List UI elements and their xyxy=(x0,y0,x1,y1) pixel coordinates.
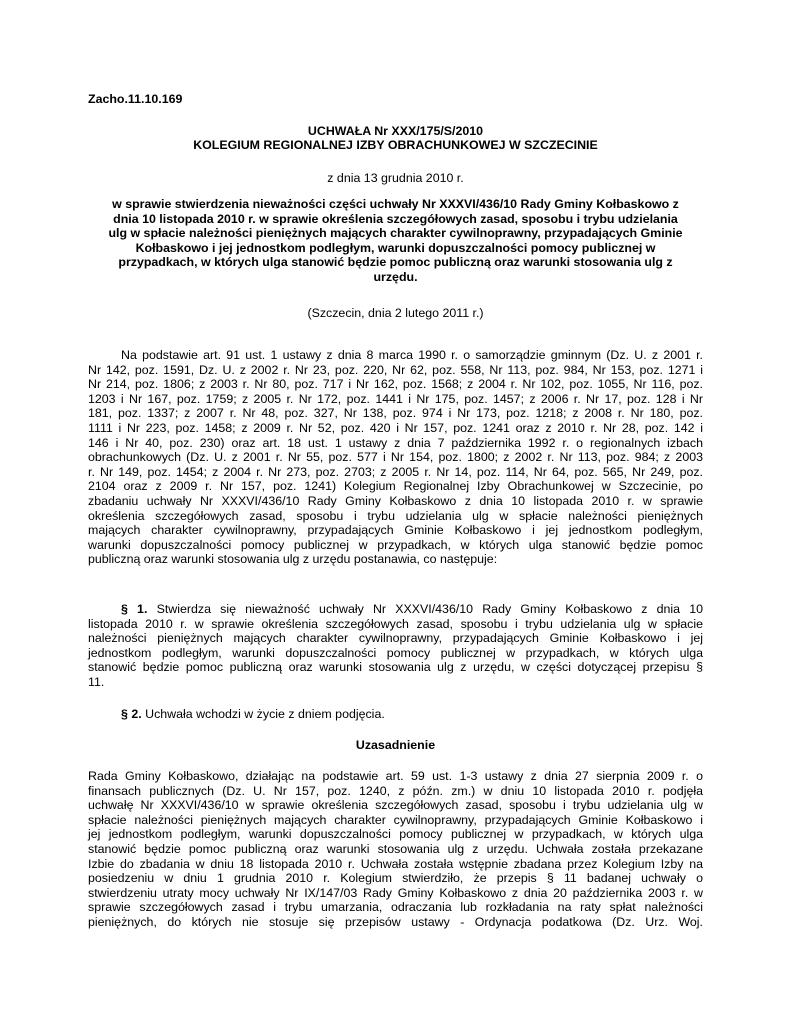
paragraph-line: zbadaniu uchwały Nr XXXVI/436/10 Rady Gminy Kołbaskowo z dnia 10 listopada 2010 r. w sprawie xyxy=(88,493,703,508)
paragraph-line: 181, poz. 1337; z 2007 r. Nr 48, poz. 327, Nr 138, poz. 974 i Nr 173, poz. 1218; z 2008 r. Nr 180, poz. xyxy=(88,406,703,421)
paragraph-line: 1111 i Nr 223, poz. 1458; z 2009 r. Nr 52, poz. 420 i Nr 157, poz. 1241 oraz z 2010 r. Nr 28, poz. 142 i xyxy=(88,420,703,435)
paragraph-line: stanowić będzie pomoc publiczną oraz warunki stosowania ulg z urzędu, w części dotyczącej przepisu § xyxy=(88,660,703,675)
paragraph-line: 2104 oraz z 2009 r. Nr 157, poz. 1241) Kolegium Regionalnej Izby Obrachunkowej w Szczecinie, po xyxy=(88,479,703,494)
paragraph-line: sprawie szczegółowych zasad i trybu umarzania, odraczania lub rozkładania na raty spłat należności xyxy=(88,900,703,915)
paragraph-line: spłacie należności pieniężnych mających charakter cywilnoprawny, przypadających Gminie Kołbaskowo i xyxy=(88,812,703,827)
paragraph-line: finansach publicznych (Dz. U. Nr 157, poz. 1240, z późn. zm.) w dniu 10 listopada 2010 r. podjęła xyxy=(88,783,703,798)
paragraph-line: stwierdzeniu utraty mocy uchwały Nr IX/147/03 Rady Gminy Kołbaskowo z dnia 20 października 2003 r. w xyxy=(88,885,703,900)
resolution-date: z dnia 13 grudnia 2010 r. xyxy=(327,171,464,185)
paragraph-line: listopada 2010 r. w sprawie określenia szczegółowych zasad, sposobu i trybu udzielania ulg w spłacie xyxy=(88,616,703,631)
section-1-label: § 1. xyxy=(121,602,148,616)
resolution-title: UCHWAŁA Nr XXX/175/S/2010 xyxy=(307,124,484,138)
paragraph-line: Na podstawie art. 91 ust. 1 ustawy z dnia 8 marca 1990 r. o samorządzie gminnym (Dz. U. z 2001 r. xyxy=(121,348,703,362)
subject-line: w sprawie stwierdzenia nieważności części uchwały Nr XXXVI/436/10 Rady Gminy Kołbaskowo z xyxy=(112,197,679,211)
paragraph-line: określenia szczegółowych zasad, sposobu i trybu udzielania ulg w spłacie należności pieniężnych xyxy=(88,508,703,523)
paragraph-line: Rada Gminy Kołbaskowo, działając na podstawie art. 59 ust. 1-3 ustawy z dnia 27 sierpnia 2009 r. o xyxy=(88,769,703,783)
subject-line: dnia 10 listopada 2010 r. w sprawie określenia szczegółowych zasad, sposobu i trybu udzielania xyxy=(113,211,678,226)
place-and-date: (Szczecin, dnia 2 lutego 2011 r.) xyxy=(307,306,484,320)
paragraph-line: mających charakter cywilnoprawny, przypadających Gminie Kołbaskowo i jej jednostkom podległym, xyxy=(88,523,703,538)
paragraph-line-text: Uchwała wchodzi w życie z dniem podjęcia. xyxy=(141,707,385,721)
paragraph-line: publiczną oraz warunki stosowania ulg z urzędu postanawia, co następuje: xyxy=(88,552,498,567)
paragraph-line: r. Nr 149, poz. 1454; z 2004 r. Nr 273, poz. 2703; z 2005 r. Nr 14, poz. 114, Nr 64, poz. 565, Nr 249, poz. xyxy=(88,464,703,479)
legal-basis-paragraph xyxy=(88,348,703,567)
subject-line: przypadkach, w których ulga stanowić będzie pomoc publiczną oraz warunki stosowania ulg z xyxy=(118,255,673,270)
paragraph-line: Nr 142, poz. 1591, Dz. U. z 2002 r. Nr 23, poz. 220, Nr 62, poz. 558, Nr 113, poz. 984, Nr 153, poz. 1271 i xyxy=(88,362,703,377)
section-2 xyxy=(88,707,703,722)
paragraph-line: 1203 i Nr 167, poz. 1759; z 2005 r. Nr 172, poz. 1441 i Nr 175, poz. 1457; z 2006 r. Nr 17, poz. 128 i Nr xyxy=(88,391,703,406)
paragraph-line: stanowić będzie pomoc publiczną oraz warunki stosowania ulg z urzędu. Uchwała została przekazane xyxy=(88,841,703,856)
section-2-label: § 2. xyxy=(121,707,142,721)
section-2-line xyxy=(88,707,703,722)
issuing-body: KOLEGIUM REGIONALNEJ IZBY OBRACHUNKOWEJ W SZCZECINIE xyxy=(193,138,598,152)
paragraph-line: pieniężnych, do których nie stosuje się przepisów ustawy - Ordynacja podatkowa (Dz. Urz. Woj. xyxy=(88,914,703,929)
paragraph-line: 11. xyxy=(88,674,105,689)
paragraph-line: Nr 214, poz. 1806; z 2003 r. Nr 80, poz. 717 i Nr 162, poz. 1568; z 2004 r. Nr 102, poz. 1055, Nr 116, poz. xyxy=(88,377,703,392)
resolution-subject xyxy=(84,197,707,285)
paragraph-line: obrachunkowych (Dz. U. z 2001 r. Nr 55, poz. 577 i Nr 154, poz. 1800; z 2002 r. Nr 113, poz. 984; z 2003 xyxy=(88,450,703,465)
subject-line: Kołbaskowo i jej jednostkom podległym, warunki dopuszczalności pomocy publicznej w xyxy=(135,240,656,255)
subject-line: ulg w spłacie należności pieniężnych mających charakter cywilnoprawny, przypadających Gminie xyxy=(108,226,683,241)
justification-heading: Uzasadnienie xyxy=(355,738,436,752)
subject-line: urzędu. xyxy=(373,269,418,284)
section-1 xyxy=(88,602,703,690)
paragraph-line: warunki dopuszczalności pomocy publicznej w przypadkach, w których ulga stanowić będzie pomoc xyxy=(88,537,703,552)
paragraph-line: uchwałę Nr XXXVI/436/10 w sprawie określenia szczegółowych zasad, sposobu i trybu udzielania ulg w xyxy=(88,798,703,813)
paragraph-line: 146 i Nr 40, poz. 230) oraz art. 18 ust. 1 ustawy z dnia 7 października 1992 r. o regionalnych izbach xyxy=(88,435,703,450)
document-id: Zacho.11.10.169 xyxy=(88,92,183,106)
paragraph-line: należności pieniężnych mających charakter cywilnoprawny, przypadających Gminie Kołbaskowo i jej xyxy=(88,631,703,646)
section-1-first-line xyxy=(88,602,703,617)
paragraph-line: jednostkom podległym, warunki dopuszczalności pomocy publicznej w przypadkach, w których ulga xyxy=(88,645,703,660)
justification-paragraph xyxy=(88,769,703,930)
paragraph-line: jej jednostkom podległym, warunki dopuszczalności pomocy publicznej w przypadkach, w których ulga xyxy=(88,827,703,842)
paragraph-line: posiedzeniu w dniu 1 grudnia 2010 r. Kolegium stwierdziło, że przepis § 11 badanej uchwały o xyxy=(88,871,703,886)
paragraph-line: Izbie do zbadania w dniu 18 listopada 2010 r. Uchwała została wstępnie zbadana przez Kolegium Izby na xyxy=(88,856,703,871)
paragraph-line-text: Stwierdza się nieważność uchwały Nr XXXVI/436/10 Rady Gminy Kołbaskowo z dnia 10 xyxy=(147,602,704,616)
